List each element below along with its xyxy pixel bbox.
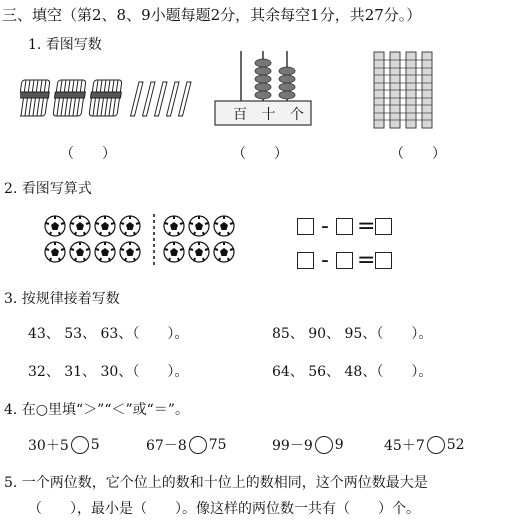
soccer-ball: [45, 242, 65, 262]
equation-1-box-c[interactable]: [375, 218, 392, 235]
compare-item-4: [384, 435, 465, 455]
q3-label: 3. 按规律接着写数: [4, 291, 120, 307]
q5-line-2: （ ），最小是（ ）。像这样的两位数一共有（ ）个。: [28, 501, 420, 517]
soccer-balls-figure: [44, 214, 249, 266]
compare-2-left: 67－8: [146, 438, 187, 454]
compare-1-right: 5: [90, 437, 100, 453]
equation-1-minus: -: [321, 214, 329, 239]
compare-item-2: [146, 435, 227, 455]
soccer-ball: [120, 242, 140, 262]
equation-2-minus: -: [321, 248, 329, 273]
q3-sequence-2: 85、 90、 95、（ ）。: [272, 326, 433, 342]
abacus-label-tens: 十: [261, 107, 278, 123]
equation-2-box-a[interactable]: [297, 252, 314, 269]
q2-label: 2. 看图写算式: [4, 181, 92, 197]
compare-3-circle[interactable]: [315, 436, 333, 454]
q1-answer-blank-2[interactable]: （ ）: [232, 146, 288, 162]
cube-columns-figure: [370, 50, 440, 132]
equation-row-1: [297, 214, 392, 239]
equation-2-box-b[interactable]: [336, 252, 353, 269]
compare-2-circle[interactable]: [189, 436, 207, 454]
abacus-labels: [233, 106, 306, 124]
compare-4-right: 52: [446, 437, 465, 453]
soccer-ball: [45, 216, 65, 236]
section-title: 三、填空（第2、8、9小题每题2分，其余每空1分，共27分。）: [2, 6, 422, 24]
q1-answer-blank-3[interactable]: （ ）: [390, 146, 446, 162]
equation-row-2: [297, 248, 392, 273]
equation-1-equals: =: [357, 214, 376, 239]
q3-sequence-4: 64、 56、 48、（ ）。: [272, 364, 433, 380]
q5-line-1: 5. 一个两位数，它个位上的数和十位上的数相同，这个两位数最大是: [4, 475, 428, 491]
compare-1-circle[interactable]: [71, 436, 89, 454]
equation-1-box-a[interactable]: [297, 218, 314, 235]
soccer-ball: [214, 216, 234, 236]
soccer-ball: [70, 216, 90, 236]
equation-2-box-c[interactable]: [375, 252, 392, 269]
soccer-ball: [189, 216, 209, 236]
soccer-ball: [95, 242, 115, 262]
equation-1-box-b[interactable]: [336, 218, 353, 235]
compare-2-right: 75: [208, 437, 227, 453]
soccer-ball: [214, 242, 234, 262]
compare-3-left: 99－9: [272, 438, 313, 454]
equation-2-equals: =: [357, 248, 376, 273]
compare-4-circle[interactable]: [427, 436, 445, 454]
abacus-label-ones: 个: [289, 107, 306, 123]
compare-4-left: 45＋7: [384, 438, 425, 454]
stick-bundles-figure: [20, 78, 195, 120]
soccer-ball: [120, 216, 140, 236]
compare-1-left: 30＋5: [28, 438, 69, 454]
soccer-ball: [189, 242, 209, 262]
soccer-ball: [164, 216, 184, 236]
compare-item-3: [272, 435, 344, 455]
compare-item-1: [28, 435, 100, 455]
q3-sequence-1: 43、 53、 63、（ ）。: [28, 326, 189, 342]
compare-3-right: 9: [334, 437, 344, 453]
q1-label: 1. 看图写数: [28, 37, 102, 53]
soccer-ball: [164, 242, 184, 262]
q4-label: 4. 在○里填“＞”“＜”或“＝”。: [4, 402, 189, 418]
soccer-ball: [70, 242, 90, 262]
q1-answer-blank-1[interactable]: （ ）: [60, 146, 116, 162]
abacus-label-hundreds: 百: [233, 107, 249, 123]
q3-sequence-3: 32、 31、 30、（ ）。: [28, 364, 189, 380]
soccer-ball: [95, 216, 115, 236]
